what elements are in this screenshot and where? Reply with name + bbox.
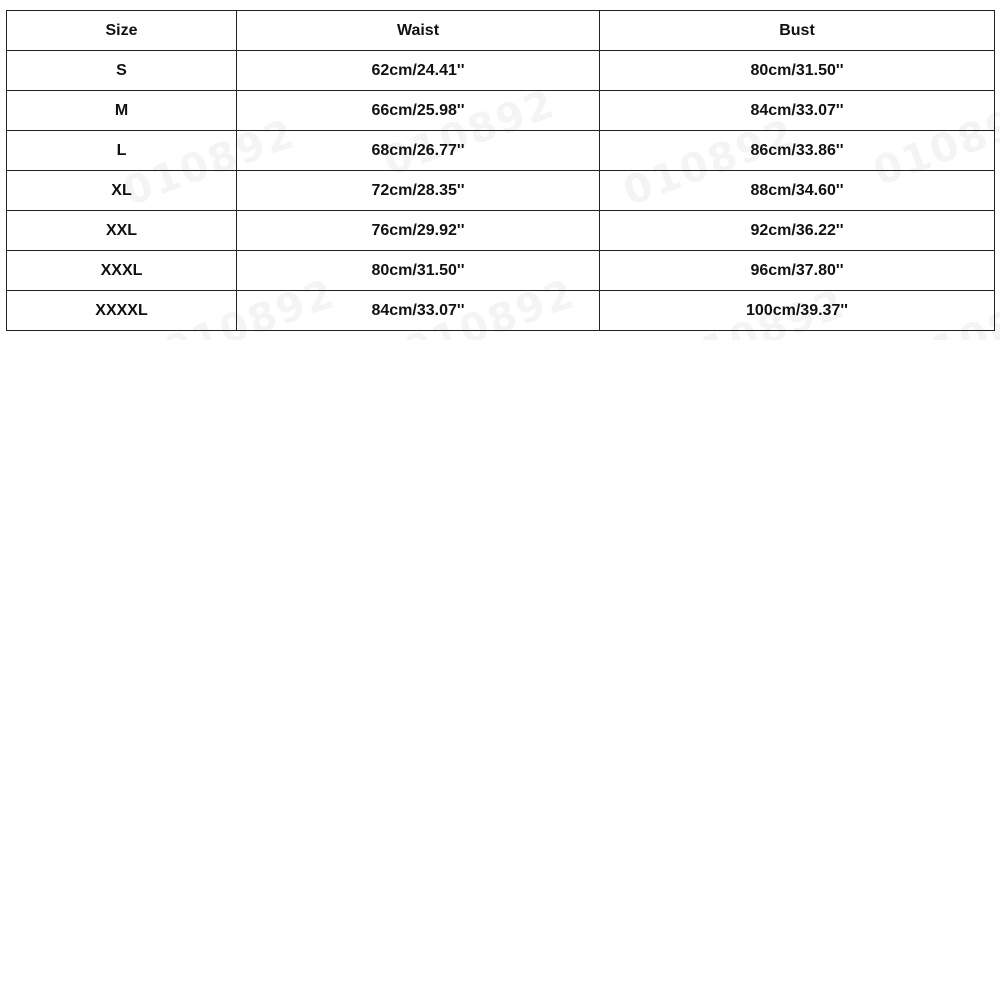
waist-cell: 84cm/33.07'' [237, 291, 600, 331]
size-cell: M [7, 91, 237, 131]
waist-cell: 76cm/29.92'' [237, 211, 600, 251]
table-row [7, 171, 995, 211]
table-row [7, 51, 995, 91]
waist-cell: 80cm/31.50'' [237, 251, 600, 291]
table-row [7, 211, 995, 251]
waist-cell: 72cm/28.35'' [237, 171, 600, 211]
size-cell: L [7, 131, 237, 171]
table-row [7, 131, 995, 171]
waist-cell: 66cm/25.98'' [237, 91, 600, 131]
bust-cell: 96cm/37.80'' [600, 251, 995, 291]
bust-cell: 80cm/31.50'' [600, 51, 995, 91]
size-cell: XXXL [7, 251, 237, 291]
header-size: Size [7, 11, 237, 51]
bust-cell: 88cm/34.60'' [600, 171, 995, 211]
size-chart-table [6, 10, 995, 331]
table-row [7, 291, 995, 331]
waist-cell: 62cm/24.41'' [237, 51, 600, 91]
size-cell: XL [7, 171, 237, 211]
header-bust: Bust [600, 11, 995, 51]
table-row [7, 91, 995, 131]
waist-cell: 68cm/26.77'' [237, 131, 600, 171]
table-row [7, 251, 995, 291]
bust-cell: 84cm/33.07'' [600, 91, 995, 131]
size-cell: XXXXL [7, 291, 237, 331]
bust-cell: 100cm/39.37'' [600, 291, 995, 331]
size-cell: XXL [7, 211, 237, 251]
size-cell: S [7, 51, 237, 91]
bust-cell: 92cm/36.22'' [600, 211, 995, 251]
bust-cell: 86cm/33.86'' [600, 131, 995, 171]
header-row [7, 11, 995, 51]
header-waist: Waist [237, 11, 600, 51]
